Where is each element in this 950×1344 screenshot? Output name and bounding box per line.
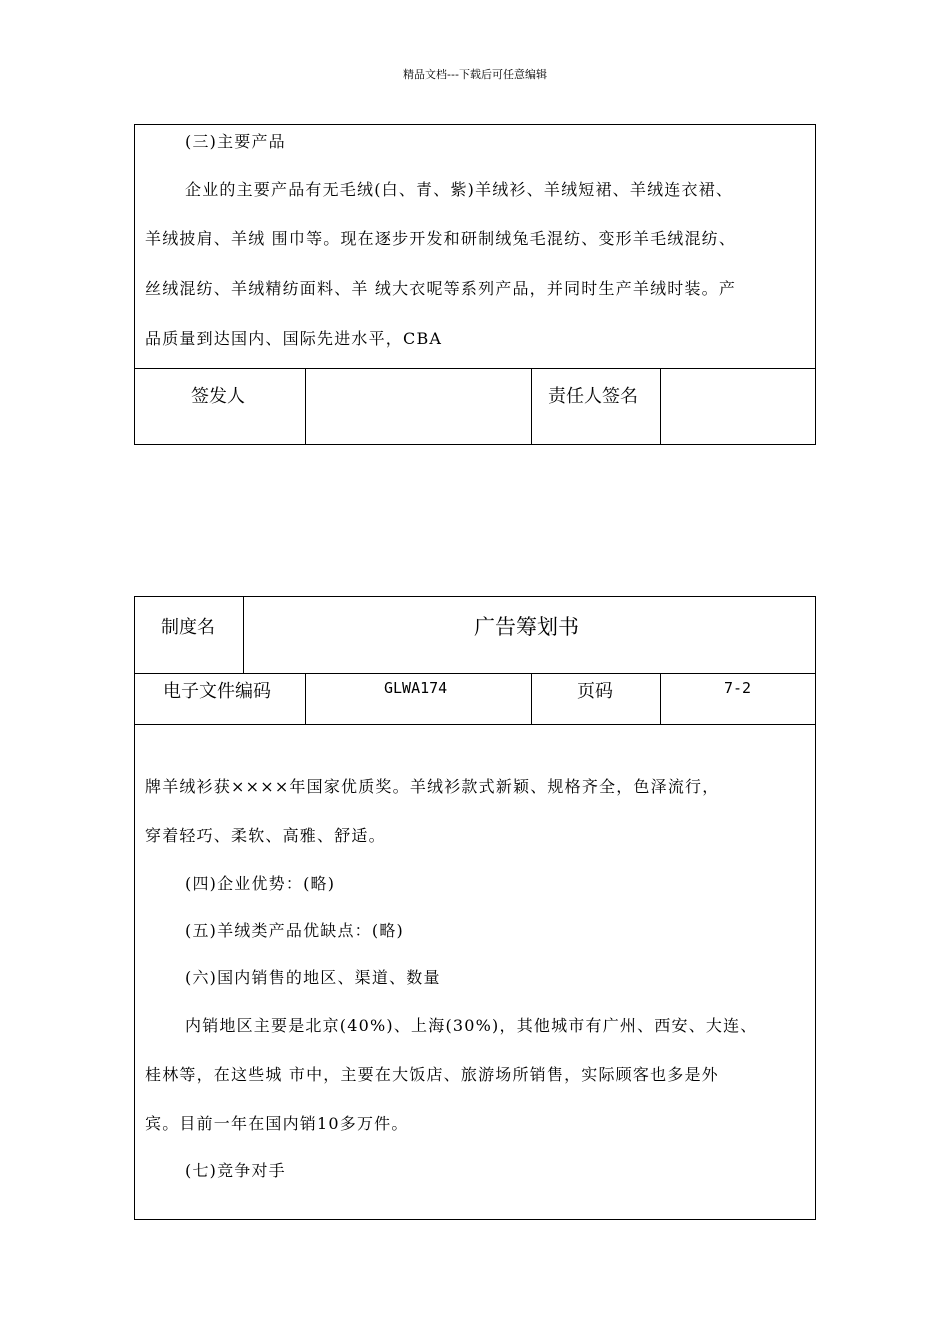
section-heading-domestic-sales: (六)国内销售的地区、渠道、数量 — [185, 968, 441, 987]
paragraph-line: 牌羊绒衫获××××年国家优质奖。羊绒衫款式新颖、规格齐全，色泽流行， — [145, 777, 720, 796]
paragraph-line: 品质量到达国内、国际先进水平，CBA — [145, 329, 443, 348]
paragraph-line: 丝绒混纺、羊绒精纺面料、羊 绒大衣呢等系列产品，并同时生产羊绒时装。产 — [145, 279, 737, 298]
responsible-value-cell[interactable] — [661, 368, 815, 444]
section-heading-competitors: (七)竞争对手 — [185, 1161, 286, 1180]
signer-label: 签发人 — [191, 386, 245, 407]
paragraph-line: 穿着轻巧、柔软、高雅、舒适。 — [145, 826, 386, 845]
page-number-value: 7-2 — [724, 679, 752, 697]
ad-plan-table — [134, 596, 816, 1220]
paragraph-line: 羊绒披肩、羊绒 围巾等。现在逐步开发和研制绒兔毛混纺、变形羊毛绒混纺、 — [145, 229, 737, 248]
section-heading-products: (三)主要产品 — [185, 132, 286, 151]
page-label-cell — [532, 673, 661, 724]
document-title: 广告筹划书 — [474, 615, 579, 639]
file-code-value: GLWA174 — [384, 679, 448, 697]
paragraph-line: 内销地区主要是北京(40%)、上海(30%)，其他城市有广州、西安、大连、 — [185, 1016, 758, 1035]
file-code-label: 电子文件编码 — [163, 681, 271, 702]
section-heading-pros-cons: (五)羊绒类产品优缺点：(略) — [185, 921, 404, 940]
paragraph-line: 桂林等，在这些城 市中，主要在大饭店、旅游场所销售，实际顾客也多是外 — [145, 1065, 719, 1084]
file-code-label-cell — [135, 673, 306, 724]
file-code-value-cell — [306, 673, 532, 724]
header-note: 精品文档---下载后可任意编辑 — [403, 68, 547, 81]
page-number-label: 页码 — [577, 681, 613, 702]
row-divider — [135, 724, 815, 725]
system-name-label: 制度名 — [161, 617, 215, 638]
signer-value-cell[interactable] — [306, 368, 532, 444]
paragraph-line: 企业的主要产品有无毛绒(白、青、紫)羊绒衫、羊绒短裙、羊绒连衣裙、 — [185, 180, 734, 199]
responsible-label-cell — [532, 368, 661, 444]
product-section-table — [134, 124, 816, 445]
section-heading-advantages: (四)企业优势：(略) — [185, 874, 336, 893]
paragraph-line: 宾。目前一年在国内销10多万件。 — [145, 1114, 409, 1133]
signer-label-cell — [135, 368, 306, 444]
page-value-cell — [661, 673, 815, 724]
responsible-signature-label: 责任人签名 — [548, 386, 638, 407]
system-name-label-cell — [135, 597, 244, 673]
